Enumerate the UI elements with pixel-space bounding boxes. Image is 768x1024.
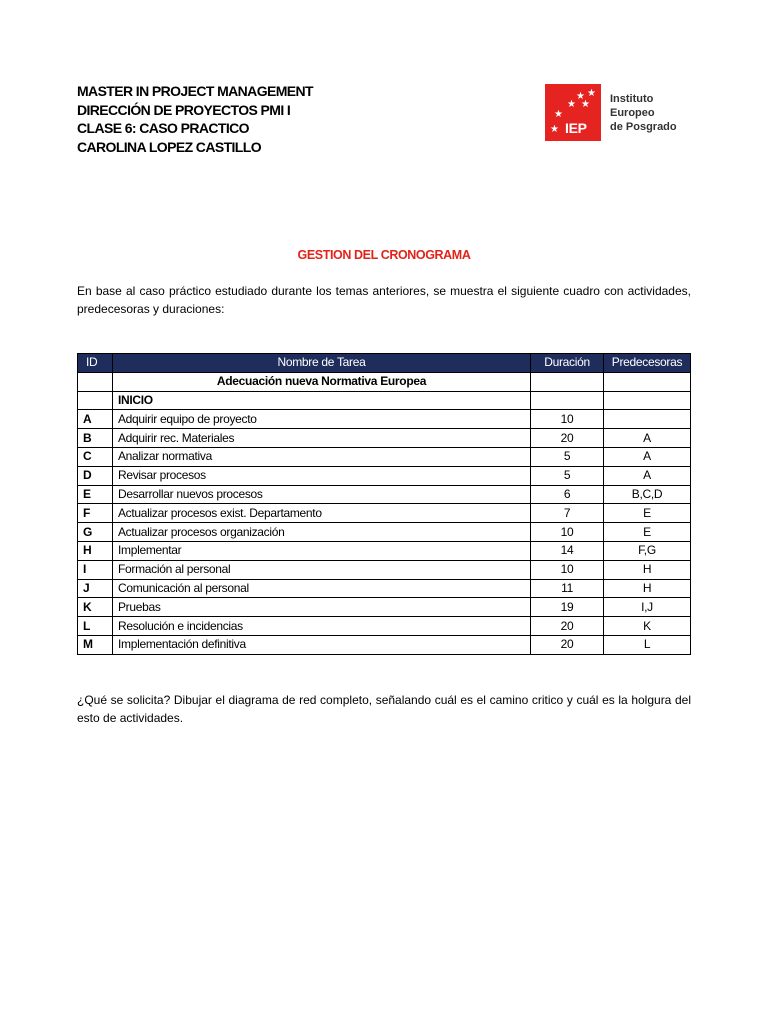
task-duration: 10 (531, 523, 604, 542)
task-predecessors: K (604, 617, 691, 636)
task-id: J (78, 579, 113, 598)
header-line-program: MASTER IN PROJECT MANAGEMENT (77, 83, 313, 99)
task-predecessors: E (604, 504, 691, 523)
task-duration: 7 (531, 504, 604, 523)
table-row (78, 466, 691, 485)
task-predecessors: A (604, 466, 691, 485)
table-row (78, 541, 691, 560)
table-row (78, 579, 691, 598)
task-predecessors: A (604, 429, 691, 448)
task-predecessors (604, 410, 691, 429)
logo-abbr: IEP (565, 120, 587, 136)
task-name: Pruebas (112, 598, 530, 617)
task-duration: 20 (531, 617, 604, 636)
logo-star-icon: ★ (587, 88, 596, 99)
task-predecessors: L (604, 635, 691, 654)
task-name: Desarrollar nuevos procesos (112, 485, 530, 504)
logo-star-icon: ★ (554, 109, 563, 120)
task-name: Implementación definitiva (112, 635, 530, 654)
task-name: Analizar normativa (112, 447, 530, 466)
table-row (78, 598, 691, 617)
header-id: ID (78, 354, 113, 373)
header-line-course: DIRECCIÓN DE PROYECTOS PMI I (77, 101, 291, 118)
header-duration: Duración (531, 354, 604, 373)
task-id: H (78, 541, 113, 560)
task-duration: 20 (531, 429, 604, 448)
task-predecessors: H (604, 560, 691, 579)
task-duration: 20 (531, 635, 604, 654)
task-predecessors: E (604, 523, 691, 542)
table-row (78, 429, 691, 448)
logo-line: de Posgrado (610, 120, 677, 133)
table-row (78, 485, 691, 504)
intro-paragraph: En base al caso práctico estudiado durante los temas anteriores, se muestra el siguiente cuadro con actividades, predecesoras y duraciones: (77, 284, 691, 316)
task-duration: 11 (531, 579, 604, 598)
task-duration: 5 (531, 466, 604, 485)
task-id: G (78, 523, 113, 542)
task-duration: 14 (531, 541, 604, 560)
table-row (78, 504, 691, 523)
task-id: E (78, 485, 113, 504)
table-row (78, 447, 691, 466)
logo-line: Instituto (610, 92, 654, 105)
logo-star-icon: ★ (576, 91, 585, 102)
table-row (78, 410, 691, 429)
group-title: Adecuación nueva Normativa Europea (112, 372, 530, 391)
phase-title: INICIO (112, 391, 530, 410)
task-name: Adquirir rec. Materiales (112, 429, 530, 448)
task-id: F (78, 504, 113, 523)
question-paragraph: ¿Qué se solicita? Dibujar el diagrama de red completo, señalando cuál es el camino critico y cuál es la holgura del esto de actividades. (77, 693, 691, 725)
table-row (78, 635, 691, 654)
task-predecessors: I,J (604, 598, 691, 617)
header-predecessors: Predecesoras (604, 354, 691, 373)
task-duration: 6 (531, 485, 604, 504)
task-id: D (78, 466, 113, 485)
phase-row (78, 391, 691, 410)
task-duration: 5 (531, 447, 604, 466)
logo-star-icon: ★ (567, 99, 576, 110)
task-id: C (78, 447, 113, 466)
logo-star-icon: ★ (550, 124, 559, 135)
tasks-table (77, 353, 691, 655)
task-name: Comunicación al personal (112, 579, 530, 598)
logo-line: Europeo (610, 106, 655, 119)
table-row (78, 560, 691, 579)
document-header (77, 82, 313, 156)
task-name: Formación al personal (112, 560, 530, 579)
table-header-row (78, 354, 691, 373)
task-duration: 10 (531, 560, 604, 579)
task-name: Implementar (112, 541, 530, 560)
task-duration: 10 (531, 410, 604, 429)
header-name: Nombre de Tarea (112, 354, 530, 373)
group-row (78, 372, 691, 391)
header-line-author: CAROLINA LOPEZ CASTILLO (77, 138, 262, 155)
header-line-class: CLASE 6: CASO PRACTICO (77, 120, 249, 136)
task-predecessors: F,G (604, 541, 691, 560)
table-row (78, 617, 691, 636)
logo-star-icon: ★ (581, 99, 590, 110)
logo-wordmark (610, 92, 677, 134)
logo-mark (545, 84, 601, 141)
table-row (78, 523, 691, 542)
task-id: L (78, 617, 113, 636)
task-predecessors: B,C,D (604, 485, 691, 504)
task-name: Actualizar procesos exist. Departamento (112, 504, 530, 523)
iep-logo (545, 84, 677, 141)
task-name: Adquirir equipo de proyecto (112, 410, 530, 429)
section-title: GESTION DEL CRONOGRAMA (297, 248, 471, 262)
task-name: Resolución e incidencias (112, 617, 530, 636)
task-duration: 19 (531, 598, 604, 617)
task-name: Revisar procesos (112, 466, 530, 485)
task-predecessors: H (604, 579, 691, 598)
task-id: A (78, 410, 113, 429)
task-id: B (78, 429, 113, 448)
task-predecessors: A (604, 447, 691, 466)
task-id: I (78, 560, 113, 579)
task-name: Actualizar procesos organización (112, 523, 530, 542)
task-id: M (78, 635, 113, 654)
task-id: K (78, 598, 113, 617)
